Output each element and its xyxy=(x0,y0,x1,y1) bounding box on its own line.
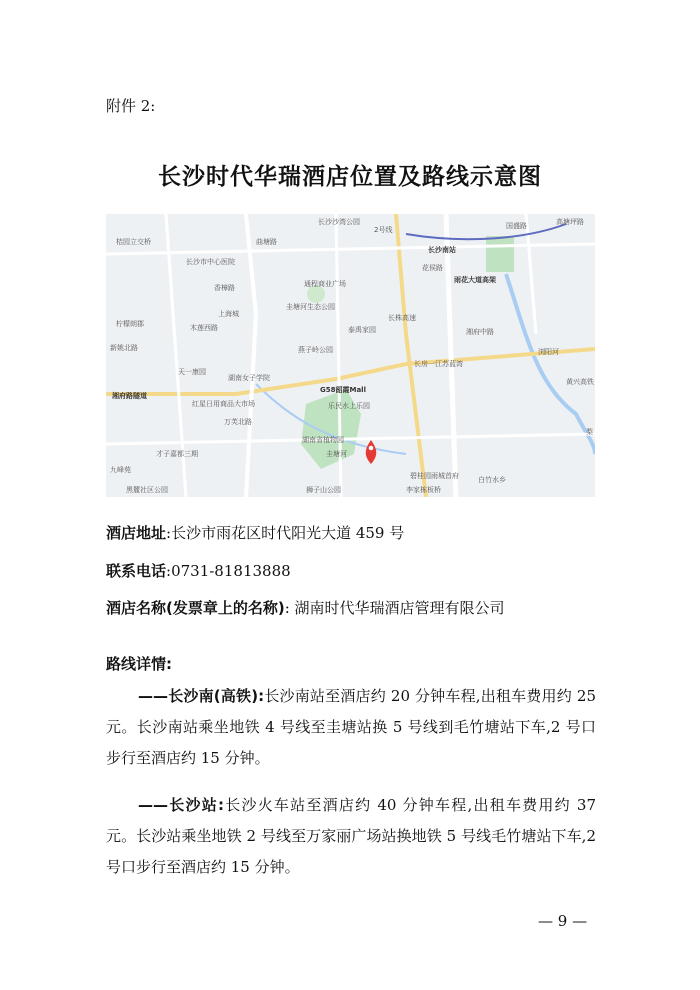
page-title: 长沙时代华瑞酒店位置及路线示意图 xyxy=(158,164,542,190)
map-label: 圭塘河 xyxy=(326,450,347,458)
map-canvas xyxy=(106,214,595,497)
map-label: 狮子山公园 xyxy=(306,486,341,494)
map-label: 新姚北路 xyxy=(110,344,138,352)
map-label: 碧桂园雨城首府 xyxy=(410,472,459,480)
hotel-name-value: : 湖南时代华瑞酒店管理有限公司 xyxy=(284,599,505,617)
location-map[interactable] xyxy=(106,214,595,497)
road-wanfu xyxy=(246,214,256,497)
map-label: G58韶霞Mall xyxy=(320,386,366,394)
route-heading: 路线详情: xyxy=(106,655,172,673)
attachment-label: 附件 2: xyxy=(106,97,156,115)
map-label: 白竹水乡 xyxy=(478,476,506,484)
map-label: 木莲西路 xyxy=(190,324,218,332)
map-label: 桔园立交桥 xyxy=(116,238,151,246)
map-label: 燕子岭公园 xyxy=(298,346,333,354)
map-label: 圭塘河生态公园 xyxy=(286,303,335,311)
map-label: 万芙北路 xyxy=(224,418,252,426)
map-label: 浏阳河 xyxy=(538,348,559,356)
map-label: 香樟路 xyxy=(214,284,235,292)
map-label: 泰禹家园 xyxy=(348,326,376,334)
address-label: 酒店地址 xyxy=(106,524,167,542)
map-label: 通程商业广场 xyxy=(304,280,346,288)
map-label: 长株高速 xyxy=(388,314,416,322)
map-label: 李家栋板桥 xyxy=(406,486,441,494)
map-label: 曲塘路 xyxy=(256,238,277,246)
map-label: 黄兴高铁 xyxy=(566,378,594,386)
map-label: 国盛路 xyxy=(506,222,527,230)
hotel-pin-dot xyxy=(369,446,374,451)
route-south-label: ——长沙南(高铁): xyxy=(138,687,265,705)
map-label: 雨花大道高架 xyxy=(454,276,496,284)
map-label: 湘府中路 xyxy=(466,328,494,336)
map-label: 才子嘉都三期 xyxy=(156,450,198,458)
route-south-text: 长沙南站至酒店约 20 分钟车程,出租车费用约 25 元。长沙南站乘坐地铁 4 号线至圭塘站换 5 号线到毛竹塘站下车,2 号口步行至酒店约 15 分钟。 xyxy=(106,687,596,767)
page-number: — 9 — xyxy=(538,912,588,930)
map-label: 高塘坪路 xyxy=(556,218,584,226)
phone-label: 联系电话 xyxy=(106,562,167,580)
map-label: 长房一江苏蓝湾 xyxy=(414,360,463,368)
map-label: 湘府路隧道 xyxy=(112,392,147,400)
map-label: 长沙市中心医院 xyxy=(186,258,235,266)
map-label: 长沙南站 xyxy=(428,246,456,254)
map-label: 湖南女子学院 xyxy=(228,374,270,382)
road-changzhu xyxy=(396,214,426,497)
map-label: 2号线 xyxy=(374,226,393,234)
map-label: 柠檬朗郡 xyxy=(116,320,144,328)
hotel-pin-icon[interactable] xyxy=(366,440,377,464)
park-northeast xyxy=(486,236,514,272)
map-label: 九峰苑 xyxy=(110,466,131,474)
map-label: 乐民水上乐园 xyxy=(328,402,370,410)
map-label: 梨 xyxy=(586,428,593,436)
address-value: :长沙市雨花区时代阳光大道 459 号 xyxy=(166,524,405,542)
hotel-name-line xyxy=(106,597,505,618)
hotel-name-label: 酒店名称(发票章上的名称) xyxy=(106,599,285,617)
river-liuyang xyxy=(506,274,595,454)
route-station-label: ——长沙站: xyxy=(138,796,224,814)
phone-line xyxy=(106,560,291,581)
route-paragraph-south xyxy=(106,681,596,774)
map-label: 长沙沙湾公园 xyxy=(318,218,360,226)
route-paragraph-station xyxy=(106,790,596,883)
map-label: 黑麓社区公园 xyxy=(126,486,168,494)
map-label: 花侯路 xyxy=(422,264,443,272)
map-label: 红星日用商品大市场 xyxy=(192,400,255,408)
map-label: 天一康园 xyxy=(178,368,206,376)
road-yuhua xyxy=(446,214,456,497)
road-north xyxy=(106,244,595,254)
address-line xyxy=(106,522,404,543)
map-label: 上海城 xyxy=(218,310,239,318)
map-label: 湖南省植物园 xyxy=(302,436,344,444)
phone-value: :0731-81813888 xyxy=(166,562,291,580)
route-station-text: 长沙火车站至酒店约 40 分钟车程,出租车费用约 37 元。长沙站乘坐地铁 2 号线至万家丽广场站换地铁 5 号线毛竹塘站下车,2 号口步行至酒店约 15 分钟。 xyxy=(106,796,597,876)
